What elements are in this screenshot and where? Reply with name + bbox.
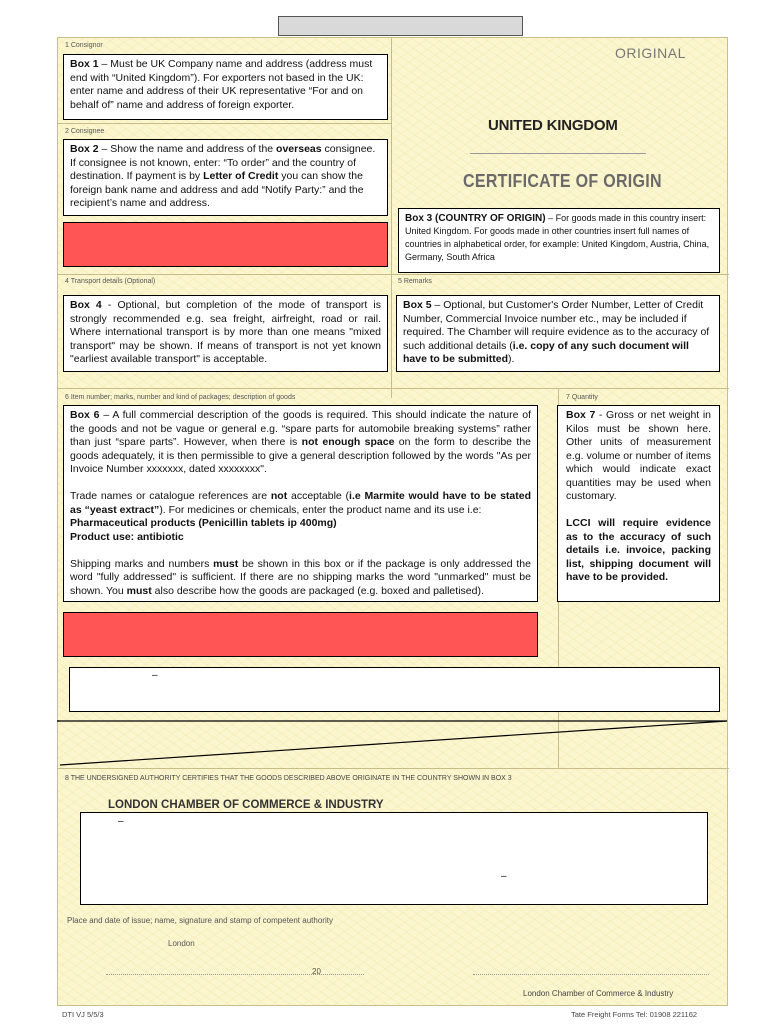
form-code: DTI VJ 5/5/3 [62, 1010, 104, 1019]
label-transport: 4 Transport details (Optional) [65, 278, 156, 285]
box5-bold: i.e. copy of any such document will have to be submitted [403, 339, 689, 365]
blank-box-authority [80, 812, 708, 905]
box6-text: also describe how the goods are packaged (e.g. boxed and palletised). [151, 584, 484, 597]
box7-text: - Gross or net weight in Kilos must be shown here. Other units of measurement e.g. volume or number of items which would indicate exact quantities may be used when customary. [566, 409, 712, 502]
box6-text: acceptable ( [287, 490, 350, 502]
dash-mark: – [152, 670, 158, 681]
label-consignee: 2 Consignee [65, 128, 105, 135]
box3-lead: Box 3 (COUNTRY OF ORIGIN) [405, 213, 546, 224]
box2-bold-overseas: overseas [276, 143, 322, 155]
certificate-title: CERTIFICATE OF ORIGIN [463, 172, 662, 192]
box4-text: - Optional, but completion of the mode of transport is strongly recommended e.g. sea freight, airfreight, road or rail. Where international transport is by more than one means "mixed transport" may be shown. If means of transport is not yet known "earliest available transport" is acceptable. [70, 299, 382, 365]
label-consignor: 1 Consignor [65, 42, 103, 49]
original-label: ORIGINAL [615, 45, 686, 61]
box2-bold-letter-of-credit: Letter of Credit [203, 170, 279, 182]
box5-text: – Optional, but Customer's Order Number, Letter of Credit Number, Commercial Invoice number etc., may be included if required. The Chamber will require evidence as to the accuracy of such additional details ( [403, 299, 710, 352]
chamber-name: LONDON CHAMBER OF COMMERCE & INDUSTRY [108, 799, 384, 811]
box6-bold: i.e Marmite would have to be stated as “yeast extract” [70, 490, 531, 516]
box6-bold: not [270, 490, 288, 502]
box6-bold: not enough space [301, 436, 395, 448]
printer-footer: Tate Freight Forms Tel: 01908 221162 [571, 1010, 698, 1019]
box6-text: be shown in this box or if the package is only addressed the word "fully addressed" is sufficient. If there are no shipping marks the word "unmarked" must be shown. You [70, 557, 531, 597]
label-quantity: 7 Quantity [566, 394, 598, 401]
box7-lead: Box 7 [566, 409, 596, 421]
box3-text: – For goods made in this country insert: United Kingdom. For goods made in other countries insert full names of countries in alphabetical order, for example: United Kingdom, Austria, China, Germany, South Africa [405, 213, 710, 262]
chamber-footer: London Chamber of Commerce & Industry [523, 989, 674, 998]
label-certify: 8 THE UNDERSIGNED AUTHORITY CERTIFIES THAT THE GOODS DESCRIBED ABOVE ORIGINATE IN THE COUNTRY SHOWN IN BOX 3 [65, 775, 512, 782]
box6-lead: Box 6 [70, 409, 100, 421]
dash-mark: – [501, 871, 507, 882]
box6-example-use: Product use: antibiotic [70, 530, 184, 543]
box6-text: Shipping marks and numbers [70, 557, 214, 570]
box6-example-product: Pharmaceutical products (Penicillin tablets ip 400mg) [70, 517, 337, 529]
year-prefix: 20 [312, 967, 321, 976]
box6-text: on the form to describe the goods adequately, it is then permissible to give a general description followed by the words "As per Invoice Number xxxxxxx, dated xxxxxxxx". [70, 436, 531, 475]
box7-bold: LCCI will require evidence as to the accuracy of such details i.e. invoice, packing list, shipping document will have to be provided. [566, 517, 711, 583]
box2-text: you can show the foreign bank name and address and add “Notify Party:” and the recipient’s name and address. [70, 170, 364, 209]
box5-lead: Box 5 [403, 299, 432, 311]
box1-lead: Box 1 [70, 58, 99, 70]
place-london: London [168, 939, 195, 948]
box5-text: ). [508, 353, 515, 365]
box6-bold: must [213, 557, 239, 570]
box6-text: Trade names or catalogue references are [70, 490, 271, 502]
box2-lead: Box 2 [70, 143, 99, 155]
dash-mark: – [118, 816, 124, 827]
label-remarks: 5 Remarks [398, 278, 432, 285]
box2-text: – Show the name and address of the [98, 143, 277, 155]
label-place: Place and date of issue; name, signature and stamp of competent authority [67, 916, 333, 925]
box6-bold: must [126, 584, 152, 597]
box2-text: consignee. If consignee is not known, enter: “To order” and the country of destination. If payment is by [70, 143, 376, 182]
box6-text: – A full commercial description of the goods is required. This should indicate the nature of the goods and not be vague or general e.g. “spare parts for automobile breaking systems” rather than just “spare parts”. However, when there is [70, 409, 532, 448]
box4-lead: Box 4 [70, 299, 102, 311]
label-items: 6 Item number; marks, number and kind of packages; description of goods [65, 394, 296, 401]
country-heading: UNITED KINGDOM [488, 117, 618, 134]
box1-text: – Must be UK Company name and address (address must end with “United Kingdom”). For exporters not based in the UK: enter name and address of their UK representative “For and on behalf of” name and address of foreign exporter. [70, 58, 373, 111]
box6-text: ). For medicines or chemicals, enter the product name and its use i.e: [159, 503, 482, 516]
